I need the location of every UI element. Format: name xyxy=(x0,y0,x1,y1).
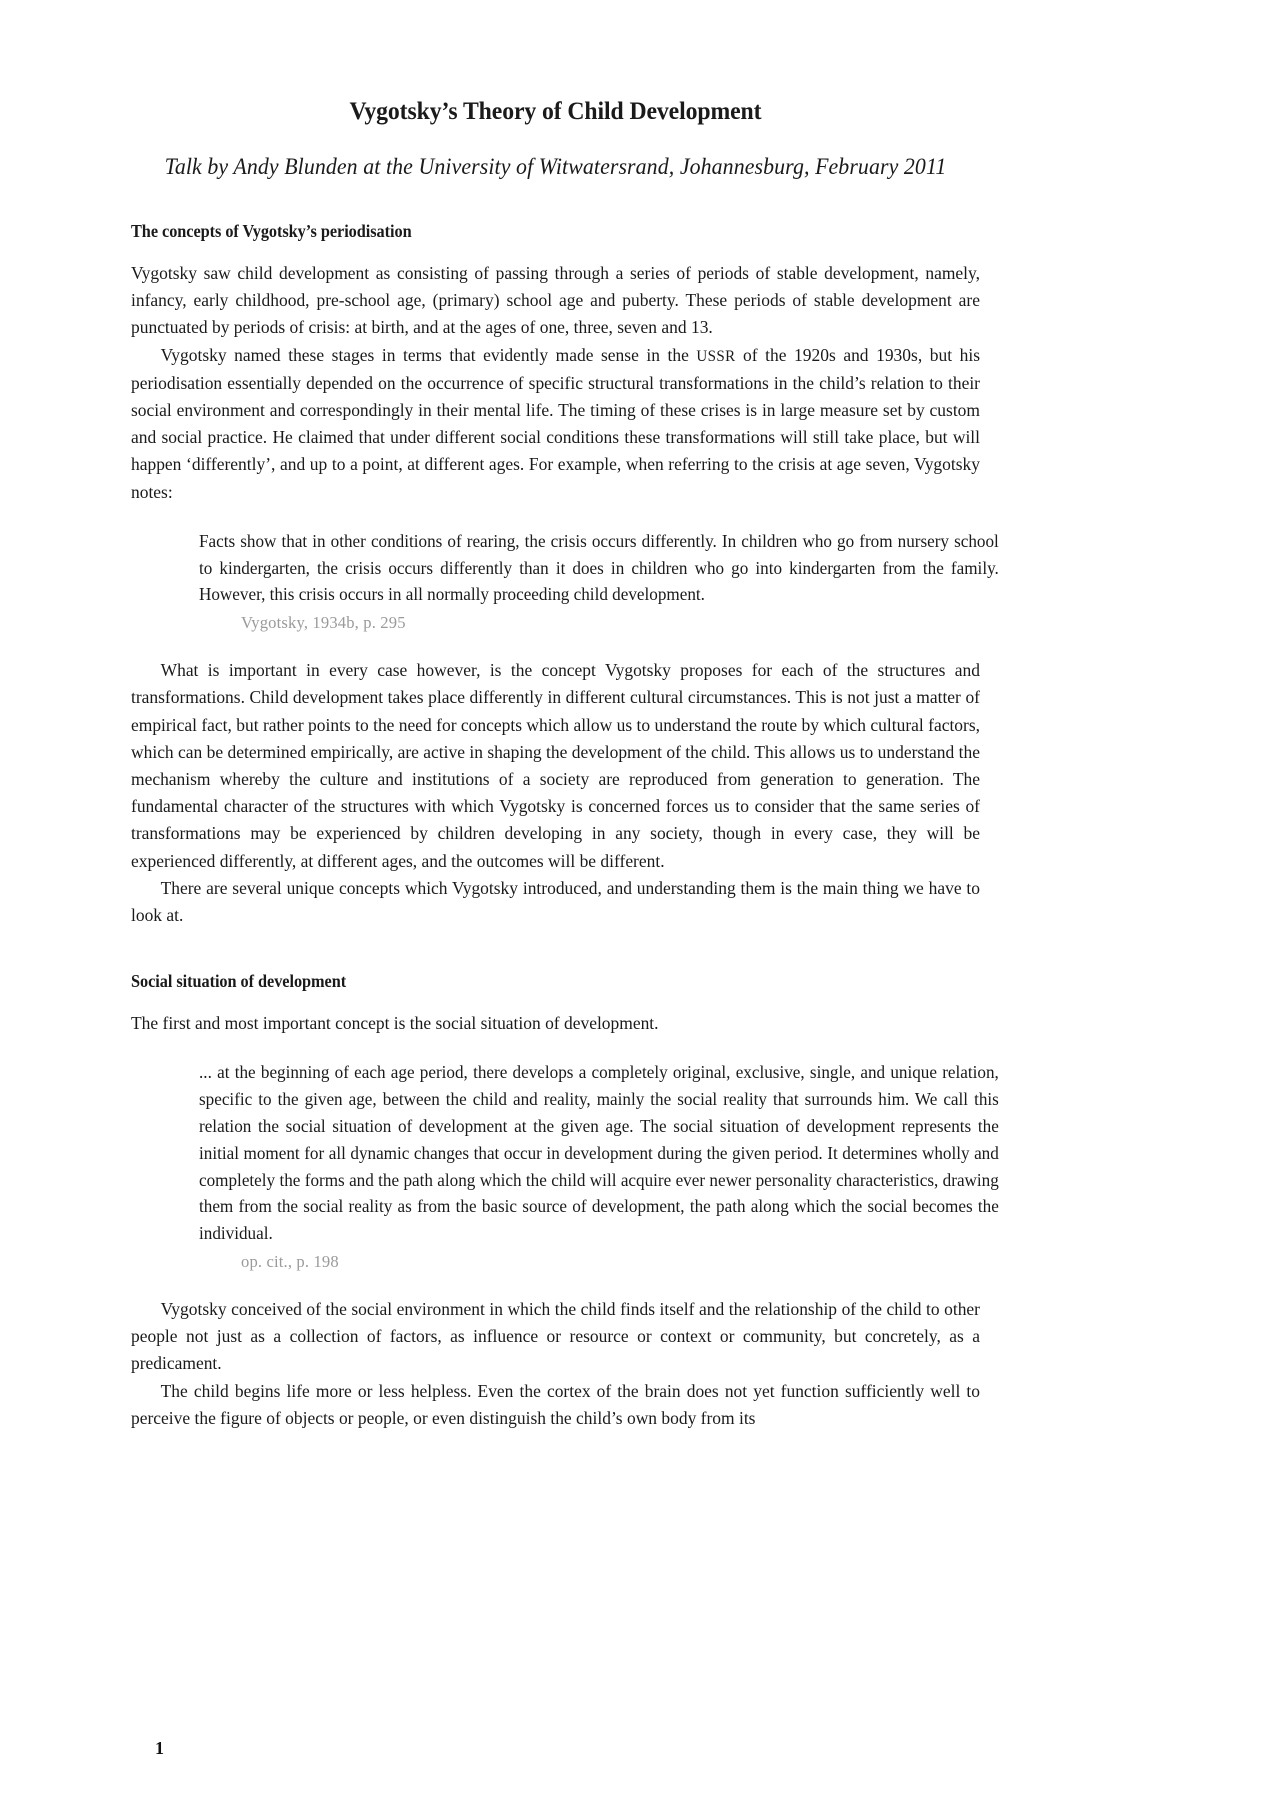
paragraph-text: Vygotsky named these stages in terms that evidently made sense in the USSR of the 1920s and 1930s, but his periodisation essentially depended on the occurrence of specific structural transformations in the child’s relation to their social environment and correspondingly in their mental life. The timing of these crises is in large measure set by custom and social practice. He claimed that under different social conditions these transformations will still take place, but will happen ‘differently’, and up to a point, at different ages. For example, when referring to the crisis at age seven, Vygotsky notes: xyxy=(131,344,980,502)
paragraph-text: What is important in every case however, is the concept Vygotsky proposes for each of the structures and transformations. Child development takes place differently in different cultural circumstances. This is not just a matter of empirical fact, but rather points to the need for concepts which allow us to understand the route by which cultural factors, which can be determined empirically, are active in shaping the development of the child. This allows us to understand the mechanism whereby the culture and institutions of a society are reproduced from generation to generation. The fundamental character of the structures with which Vygotsky is concerned forces us to consider that the same series of transformations may be experienced by children developing in any society, though in every case, they will be experienced differently, at different ages, and the outcomes will be different. xyxy=(131,660,980,871)
paragraph xyxy=(131,342,980,506)
blockquote xyxy=(199,1059,1011,1247)
section-heading-periodisation: The concepts of Vygotsky’s periodisation xyxy=(131,220,412,241)
paragraph xyxy=(131,1378,980,1432)
page-number: 1 xyxy=(155,1738,164,1758)
blockquote xyxy=(199,528,1011,608)
blockquote-text: ... at the beginning of each age period, there develops a completely original, exclusive, single, and unique relation, specific to the given age, between the child and reality, mainly the social reality that surrounds him. We call this relation the social situation of development at the given age. The social situation of development represents the initial moment for all dynamic changes that occur in development during the given period. It determines wholly and completely the forms and the path along which the child will acquire ever newer personality characteristics, drawing them from the social reality as from the basic source of development, the path along which the social becomes the individual. xyxy=(199,1062,999,1244)
document-subtitle: Talk by Andy Blunden at the University of Witwatersrand, Johannesburg, February 2011 xyxy=(164,154,947,180)
paragraph xyxy=(131,1010,980,1037)
blockquote-wrapper xyxy=(131,1059,999,1274)
citation: op. cit., p. 198 xyxy=(241,1251,339,1271)
paragraph xyxy=(131,260,980,342)
paragraph-text: The first and most important concept is the social situation of development. xyxy=(131,1013,659,1034)
paragraph-text: There are several unique concepts which Vygotsky introduced, and understanding them is the main thing we have to look at. xyxy=(131,877,980,925)
paragraph-text: Vygotsky saw child development as consisting of passing through a series of periods of stable development, namely, infancy, early childhood, pre-school age, (primary) school age and puberty. These periods of stable development are punctuated by periods of crisis: at birth, and at the ages of one, three, seven and 13. xyxy=(131,262,980,338)
document-content xyxy=(131,96,999,1432)
paragraph xyxy=(131,657,980,875)
paragraph-text: Vygotsky conceived of the social environment in which the child finds itself and the relationship of the child to other people not just as a collection of factors, as influence or resource or context or community, but concretely, as a predicament. xyxy=(131,1298,980,1374)
blockquote-text: Facts show that in other conditions of rearing, the crisis occurs differently. In children who go from nursery school to kindergarten, the crisis occurs differently than it does in children who go into kindergarten from the family. However, this crisis occurs in all normally proceeding child development. xyxy=(199,530,999,605)
section-heading-social-situation: Social situation of development xyxy=(131,971,347,992)
blockquote-wrapper xyxy=(131,528,999,635)
page-title: Vygotsky’s Theory of Child Development xyxy=(349,96,762,125)
paragraph-text: The child begins life more or less helpless. Even the cortex of the brain does not yet function sufficiently well to perceive the figure of objects or people, or even distinguish the child’s own body from its xyxy=(131,1380,980,1428)
paragraph xyxy=(131,875,980,929)
citation: Vygotsky, 1934b, p. 295 xyxy=(241,613,406,633)
paragraph xyxy=(131,1296,980,1378)
